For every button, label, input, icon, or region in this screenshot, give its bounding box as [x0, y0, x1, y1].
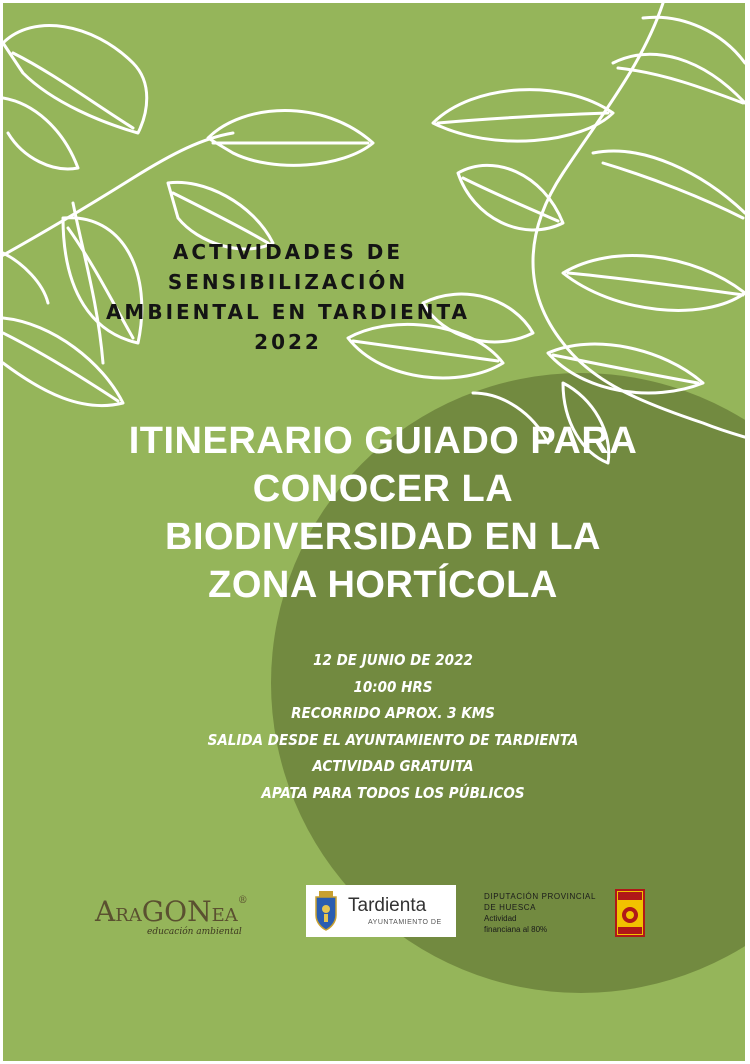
dph-title-line1: DIPUTACIÓN PROVINCIAL — [484, 892, 597, 901]
event-audience: APATA PARA TODOS LOS PÚBLICOS — [261, 783, 525, 802]
subtitle-line: AMBIENTAL EN TARDIENTA — [105, 300, 471, 324]
registered-mark: ® — [237, 895, 248, 906]
tardienta-name: Tardienta — [348, 895, 427, 916]
dph-note-line2: financiana al 80% — [484, 925, 548, 934]
aragonea-part: N — [187, 895, 212, 928]
event-time: 10:00 HRS — [353, 677, 433, 696]
title-line: CONOCER LA — [252, 468, 514, 510]
event-date: 12 DE JUNIO DE 2022 — [313, 651, 473, 669]
aragonea-wordmark — [95, 895, 248, 928]
aragonea-part: G — [141, 895, 165, 928]
dph-note-line1: Actividad — [484, 914, 517, 923]
aragonea-logo — [95, 889, 275, 949]
diputacion-emblem-icon — [615, 889, 645, 937]
coat-of-arms-icon — [312, 891, 340, 931]
event-price: ACTIVIDAD GRATUITA — [312, 757, 474, 775]
tardienta-subtitle: AYUNTAMIENTO DE — [368, 919, 442, 926]
aragonea-part: A — [95, 895, 116, 928]
aragonea-part: RA — [115, 905, 142, 926]
aragonea-part: EA — [211, 905, 238, 926]
event-details — [163, 647, 623, 806]
title-line: ITINERARIO GUIADO PARA — [128, 420, 638, 462]
title-line: BIODIVERSIDAD EN LA — [165, 516, 601, 558]
subtitle-year: 2022 — [254, 330, 322, 354]
subtitle-line: SENSIBILIZACIÓN — [167, 270, 409, 294]
title-line: ZONA HORTÍCOLA — [208, 564, 558, 606]
event-title — [63, 417, 703, 609]
tardienta-logo — [306, 885, 456, 937]
subtitle-line: ACTIVIDADES DE — [172, 240, 404, 264]
diputacion-text — [484, 891, 596, 935]
event-departure: SALIDA DESDE EL AYUNTAMIENTO DE TARDIENTA — [207, 730, 579, 749]
aragonea-tagline: educación ambiental — [147, 927, 242, 937]
aragonea-part: O — [164, 895, 188, 928]
program-subtitle — [63, 237, 513, 357]
dph-title-line2: DE HUESCA — [484, 903, 537, 912]
event-distance: RECORRIDO APROX. 3 KMS — [291, 704, 495, 722]
